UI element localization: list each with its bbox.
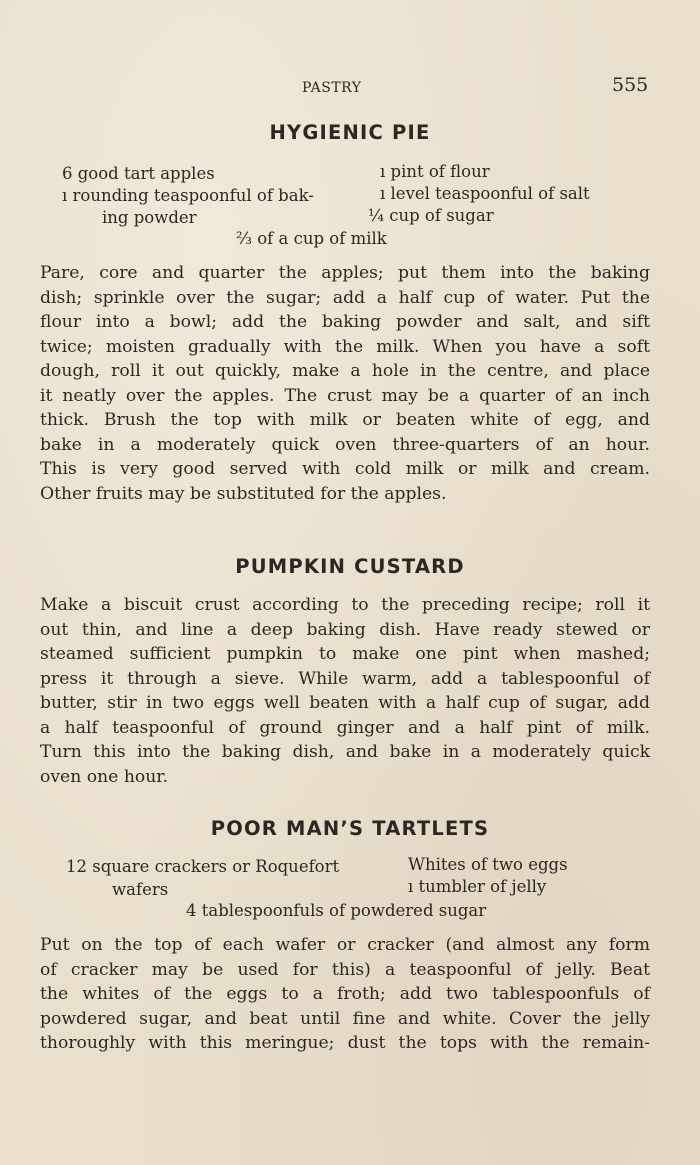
text-line: out thin, and line a deep baking dish. Have ready stewed or	[40, 619, 650, 640]
running-head: PASTRY	[302, 80, 362, 96]
text-line: Turn this into the baking dish, and bake in a moderately quick	[40, 742, 650, 762]
text-line: press it through a sieve. While warm, add a tablespoonful of	[40, 668, 650, 689]
text-line: the whites of the eggs to a froth; add two tablespoonfuls of	[40, 984, 650, 1004]
recipe-title-poor-mans-tartlets: POOR MAN’S TARTLETS	[210, 817, 490, 840]
text-line: dough, roll it out quickly, make a hole in the centre, and place	[40, 361, 650, 381]
text-line: powdered sugar, and beat until fine and white. Cover the jelly	[40, 1008, 650, 1029]
text-line: oven one hour.	[40, 766, 169, 787]
ingredient-item: 6 good tart apples	[62, 164, 215, 183]
ingredient-item: wafers	[112, 880, 169, 899]
text-line: thick. Brush the top with milk or beaten white of egg, and	[40, 410, 650, 430]
ingredient-item: ı rounding teaspoonful of bak-	[62, 186, 314, 205]
recipe-directions	[40, 933, 650, 1056]
recipe-title-hygienic-pie: HYGIENIC PIE	[269, 121, 431, 144]
ingredient-item: 4 tablespoonfuls of powdered sugar	[186, 901, 487, 920]
ingredient-item: ı tumbler of jelly	[408, 877, 547, 896]
recipe-title-pumpkin-custard: PUMPKIN CUSTARD	[235, 555, 465, 578]
text-line: Other fruits may be substituted for the apples.	[40, 483, 447, 504]
recipe-directions	[40, 593, 650, 789]
text-line: it neatly over the apples. The crust may be a quarter of an inch	[40, 385, 650, 406]
ingredient-item: ¼ cup of sugar	[368, 206, 494, 225]
recipe-directions	[40, 261, 650, 506]
ingredient-item: ⅔ of a cup of milk	[236, 229, 387, 248]
text-line: flour into a bowl; add the baking powder and salt, and sift	[40, 312, 650, 332]
text-line: Pare, core and quarter the apples; put them into the baking	[40, 263, 650, 283]
ingredient-item: ing powder	[102, 208, 197, 227]
text-line: dish; sprinkle over the sugar; add a half cup of water. Put the	[40, 287, 650, 308]
ingredient-item: 12 square crackers or Roquefort	[66, 857, 340, 876]
ingredient-item: ı level teaspoonful of salt	[380, 184, 590, 203]
text-line: Make a biscuit crust according to the preceding recipe; roll it	[40, 595, 650, 615]
text-line: This is very good served with cold milk or milk and cream.	[40, 459, 650, 479]
text-line: a half teaspoonful of ground ginger and a half pint of milk.	[40, 717, 650, 738]
ingredient-item: ı pint of flour	[380, 162, 490, 181]
text-line: steamed sufficient pumpkin to make one pint when mashed;	[40, 644, 650, 664]
page-number: 555	[612, 74, 649, 96]
text-line: butter, stir in two eggs well beaten with a half cup of sugar, add	[40, 693, 650, 713]
text-line: of cracker may be used for this) a teaspoonful of jelly. Beat	[40, 959, 650, 980]
text-line: bake in a moderately quick oven three-quarters of an hour.	[40, 434, 650, 455]
text-line: thoroughly with this meringue; dust the tops with the remain-	[40, 1033, 650, 1053]
text-line: twice; moisten gradually with the milk. When you have a soft	[40, 336, 650, 357]
ingredient-item: Whites of two eggs	[408, 855, 568, 874]
text-line: Put on the top of each wafer or cracker (and almost any form	[40, 935, 650, 955]
